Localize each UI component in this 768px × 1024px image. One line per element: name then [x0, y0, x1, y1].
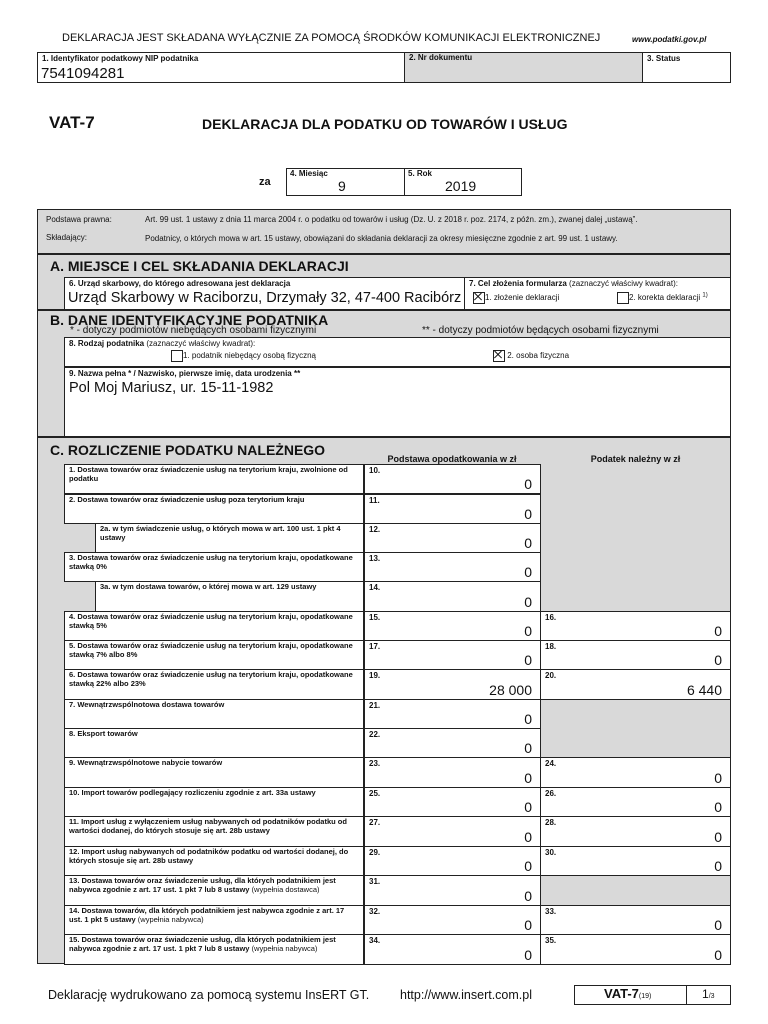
month-label: 4. Miesiąc	[290, 169, 328, 178]
base-amount-field[interactable]	[364, 523, 541, 553]
type-opt1-checkbox[interactable]	[171, 350, 183, 362]
website-link[interactable]: www.podatki.gov.pl	[632, 35, 707, 44]
basis-text: Art. 99 ust. 1 ustawy z dnia 11 marca 2004 r. o podatku od towarów i usług (Dz. U. z 2018 r. poz. 2174, z późn. zm.), zwanej dalej „ustawą”.	[145, 215, 638, 224]
taxpayer-type-label: 8. Rodzaj podatnika (zaznaczyć właściwy kwadrat):	[69, 339, 256, 348]
row-label: 12. Import usług nabywanych od podatników podatku od wartości dodanej, do których stosuje się art. 28b ustawy	[64, 846, 364, 876]
tax-office-label: 6. Urząd skarbowy, do którego adresowana jest deklaracja	[69, 279, 291, 288]
field-number: 33.	[545, 907, 557, 916]
month-value: 9	[338, 178, 346, 194]
purpose-opt1[interactable]: 1. złożenie deklaracji	[473, 292, 559, 304]
field-number: 11.	[369, 496, 380, 505]
electronic-notice: DEKLARACJA JEST SKŁADANA WYŁĄCZNIE ZA POMOCĄ ŚRODKÓW KOMUNIKACJI ELEKTRONICZNEJ	[62, 32, 601, 44]
col-base-header: Podstawa opodatkowania w zł	[387, 454, 517, 464]
tax-amount-value: 0	[714, 652, 722, 668]
month-field[interactable]	[286, 168, 405, 196]
full-name-label: 9. Nazwa pełna * / Nazwisko, pierwsze imię, data urodzenia **	[69, 369, 301, 378]
nip-value: 7541094281	[41, 65, 125, 82]
base-amount-field[interactable]	[364, 905, 541, 935]
base-amount-field[interactable]	[364, 757, 541, 788]
purpose-label: 7. Cel złożenia formularza (zaznaczyć właściwy kwadrat):	[469, 279, 678, 288]
section-b-title: B. DANE IDENTYFIKACYJNE PODATNIKA	[50, 312, 329, 328]
field-number: 17.	[369, 642, 381, 651]
form-title: DEKLARACJA DLA PODATKU OD TOWARÓW I USŁUG	[202, 116, 568, 132]
field-number: 19.	[369, 671, 381, 680]
tax-amount-value: 0	[714, 858, 722, 874]
col-tax-header: Podatek należny w zł	[590, 454, 681, 464]
field-number: 32.	[369, 907, 381, 916]
tax-amount-field[interactable]	[540, 846, 731, 876]
insert-url[interactable]: http://www.insert.com.pl	[400, 988, 532, 1002]
field-number: 27.	[369, 818, 381, 827]
purpose-opt1-checkbox[interactable]	[473, 292, 485, 304]
base-amount-field[interactable]	[364, 728, 541, 758]
field-number: 20.	[545, 671, 557, 680]
basis-label: Podstawa prawna:	[46, 215, 112, 224]
status-field[interactable]	[642, 52, 731, 83]
base-amount-field[interactable]	[364, 640, 541, 670]
row-label: 6. Dostawa towarów oraz świadczenie usług na terytorium kraju, opodatkowane stawką 22% albo 23%	[64, 669, 364, 700]
base-amount-field[interactable]	[364, 787, 541, 817]
status-label: 3. Status	[647, 54, 681, 63]
note-2: ** - dotyczy podmiotów będących osobami fizycznymi	[422, 325, 659, 336]
note-1: * - dotyczy podmiotów niebędących osobami fizycznymi	[70, 325, 317, 336]
row-label: 8. Eksport towarów	[64, 728, 364, 758]
base-amount-field[interactable]	[364, 552, 541, 582]
field-number: 10.	[369, 466, 381, 475]
purpose-opt2-checkbox[interactable]	[617, 292, 629, 304]
base-amount-value: 0	[524, 858, 532, 874]
tax-amount-field[interactable]	[540, 611, 731, 641]
base-amount-value: 0	[524, 888, 532, 904]
row-label: 9. Wewnątrzwspólnotowe nabycie towarów	[64, 757, 364, 788]
base-amount-value: 0	[524, 770, 532, 786]
page-number: 1/3	[702, 987, 715, 1001]
year-field[interactable]	[404, 168, 522, 196]
field-number: 15.	[369, 613, 381, 622]
field-number: 28.	[545, 818, 557, 827]
row-label: 2. Dostawa towarów oraz świadczenie usług poza terytorium kraju	[64, 494, 364, 524]
row-hint: (wypełnia nabywca)	[251, 943, 318, 953]
row-hint: (wypełnia dostawca)	[251, 884, 320, 894]
tax-amount-field[interactable]	[540, 905, 731, 935]
field-number: 16.	[545, 613, 557, 622]
row-label: 15. Dostawa towarów oraz świadczenie usług, dla których podatnikiem jest nabywca zgodnie z art. 17 ust. 1 pkt 7 lub 8 ustawy (wypełnia nabywca)	[64, 934, 364, 965]
base-amount-field[interactable]	[364, 464, 541, 494]
row-label: 3. Dostawa towarów oraz świadczenie usług na terytorium kraju, opodatkowane stawką 0%	[64, 552, 364, 582]
doc-number-label: 2. Nr dokumentu	[409, 53, 473, 62]
tax-amount-field[interactable]	[540, 669, 731, 700]
row-label: 5. Dostawa towarów oraz świadczenie usług na terytorium kraju, opodatkowane stawką 7% albo 8%	[64, 640, 364, 670]
tax-amount-value: 0	[714, 829, 722, 845]
base-amount-field[interactable]	[364, 875, 541, 906]
base-amount-value: 0	[524, 947, 532, 963]
base-amount-value: 0	[524, 476, 532, 492]
year-label: 5. Rok	[408, 169, 433, 178]
tax-amount-value: 6 440	[686, 682, 722, 698]
row-label: 10. Import towarów podlegający rozliczeniu zgodnie z art. 33a ustawy	[64, 787, 364, 817]
tax-amount-field[interactable]	[540, 787, 731, 817]
period-za: za	[259, 176, 271, 188]
base-amount-value: 28 000	[489, 682, 532, 698]
purpose-opt2[interactable]: 2. korekta deklaracji $^{1)}$	[617, 292, 708, 304]
base-amount-value: 0	[524, 740, 532, 756]
type-opt2-checkbox[interactable]	[493, 350, 505, 362]
field-number: 35.	[545, 936, 557, 945]
field-number: 23.	[369, 759, 381, 768]
row-label: 3a. w tym dostawa towarów, o której mowa w art. 129 ustawy	[95, 581, 364, 612]
purpose-field	[464, 277, 731, 310]
footer-form: VAT-7(19)	[604, 986, 652, 1001]
field-number: 31.	[369, 877, 381, 886]
year-value: 2019	[445, 178, 477, 194]
tax-amount-value: 0	[714, 623, 722, 639]
field-number: 34.	[369, 936, 381, 945]
base-amount-value: 0	[524, 917, 532, 933]
field-number: 29.	[369, 848, 381, 857]
type-opt1[interactable]: 1. podatnik niebędący osobą fizyczną	[171, 350, 316, 362]
type-opt2[interactable]: 2. osoba fizyczna	[493, 350, 569, 362]
nip-field[interactable]	[37, 52, 405, 83]
section-a-title: A. MIEJSCE I CEL SKŁADANIA DEKLARACJI	[50, 258, 349, 274]
base-amount-field[interactable]	[364, 816, 541, 847]
row-label: 7. Wewnątrzwspólnotowa dostawa towarów	[64, 699, 364, 729]
tax-amount-field[interactable]	[540, 757, 731, 788]
field-number: 18.	[545, 642, 557, 651]
tax-amount-value: 0	[714, 947, 722, 963]
field-number: 21.	[369, 701, 381, 710]
tax-amount-value: 0	[714, 770, 722, 786]
base-amount-field[interactable]	[364, 699, 541, 729]
base-amount-value: 0	[524, 564, 532, 580]
full-name-field[interactable]	[64, 367, 731, 437]
row-label: 13. Dostawa towarów oraz świadczenie usług, dla których podatnikiem jest nabywca zgodnie z art. 17 ust. 1 pkt 7 lub 8 ustawy (wypełnia dostawca)	[64, 875, 364, 906]
footer-divider	[686, 985, 687, 1005]
base-amount-field[interactable]	[364, 846, 541, 876]
field-number: 13.	[369, 554, 381, 563]
base-amount-field[interactable]	[364, 669, 541, 700]
base-amount-value: 0	[524, 799, 532, 815]
filer-label: Składający:	[46, 233, 87, 242]
field-number: 24.	[545, 759, 557, 768]
row-label: 1. Dostawa towarów oraz świadczenie usług na terytorium kraju, zwolnione od podatku	[64, 464, 364, 494]
row-label: 4. Dostawa towarów oraz świadczenie usług na terytorium kraju, opodatkowane stawką 5%	[64, 611, 364, 641]
field-number: 26.	[545, 789, 557, 798]
tax-office-field[interactable]	[64, 277, 465, 310]
tax-amount-field[interactable]	[540, 816, 731, 847]
base-amount-field[interactable]	[364, 494, 541, 524]
field-number: 30.	[545, 848, 557, 857]
full-name-value: Pol Moj Mariusz, ur. 15-11-1982	[69, 380, 274, 396]
field-number: 14.	[369, 583, 381, 592]
field-number: 12.	[369, 525, 381, 534]
taxpayer-type-field	[64, 337, 731, 367]
nip-label: 1. Identyfikator podatkowy NIP podatnika	[42, 54, 199, 63]
base-amount-field[interactable]	[364, 581, 541, 612]
base-amount-value: 0	[524, 594, 532, 610]
tax-amount-value: 0	[714, 917, 722, 933]
tax-office-value: Urząd Skarbowy w Raciborzu, Drzymały 32, 47-400 Racibórz	[68, 290, 462, 306]
base-amount-value: 0	[524, 652, 532, 668]
filer-text: Podatnicy, o których mowa w art. 15 ustawy, obowiązani do składania deklaracji za okresy miesięczne zgodnie z art. 99 ust. 1 ustawy.	[145, 234, 618, 243]
base-amount-value: 0	[524, 623, 532, 639]
base-amount-field[interactable]	[364, 934, 541, 965]
tax-amount-value: 0	[714, 799, 722, 815]
tax-amount-field[interactable]	[540, 934, 731, 965]
row-label: 2a. w tym świadczenie usług, o których mowa w art. 100 ust. 1 pkt 4 ustawy	[95, 523, 364, 553]
base-amount-value: 0	[524, 711, 532, 727]
field-number: 22.	[369, 730, 381, 739]
row-label: 11. Import usług z wyłączeniem usług nabywanych od podatników podatku od wartości dodanej, do których stosuje się art. 28b ustawy	[64, 816, 364, 847]
base-amount-field[interactable]	[364, 611, 541, 641]
base-amount-value: 0	[524, 535, 532, 551]
row-label: 14. Dostawa towarów, dla których podatnikiem jest nabywca zgodnie z art. 17 ust. 1 pkt 5 ustawy (wypełnia nabywca)	[64, 905, 364, 935]
printed-by: Deklarację wydrukowano za pomocą systemu InsERT GT.	[48, 988, 370, 1002]
base-amount-value: 0	[524, 829, 532, 845]
field-number: 25.	[369, 789, 381, 798]
base-amount-value: 0	[524, 506, 532, 522]
row-hint: (wypełnia nabywca)	[137, 914, 204, 924]
form-code: VAT-7	[49, 113, 95, 132]
section-c-title: C. ROZLICZENIE PODATKU NALEŻNEGO	[50, 442, 326, 458]
tax-amount-field[interactable]	[540, 640, 731, 670]
